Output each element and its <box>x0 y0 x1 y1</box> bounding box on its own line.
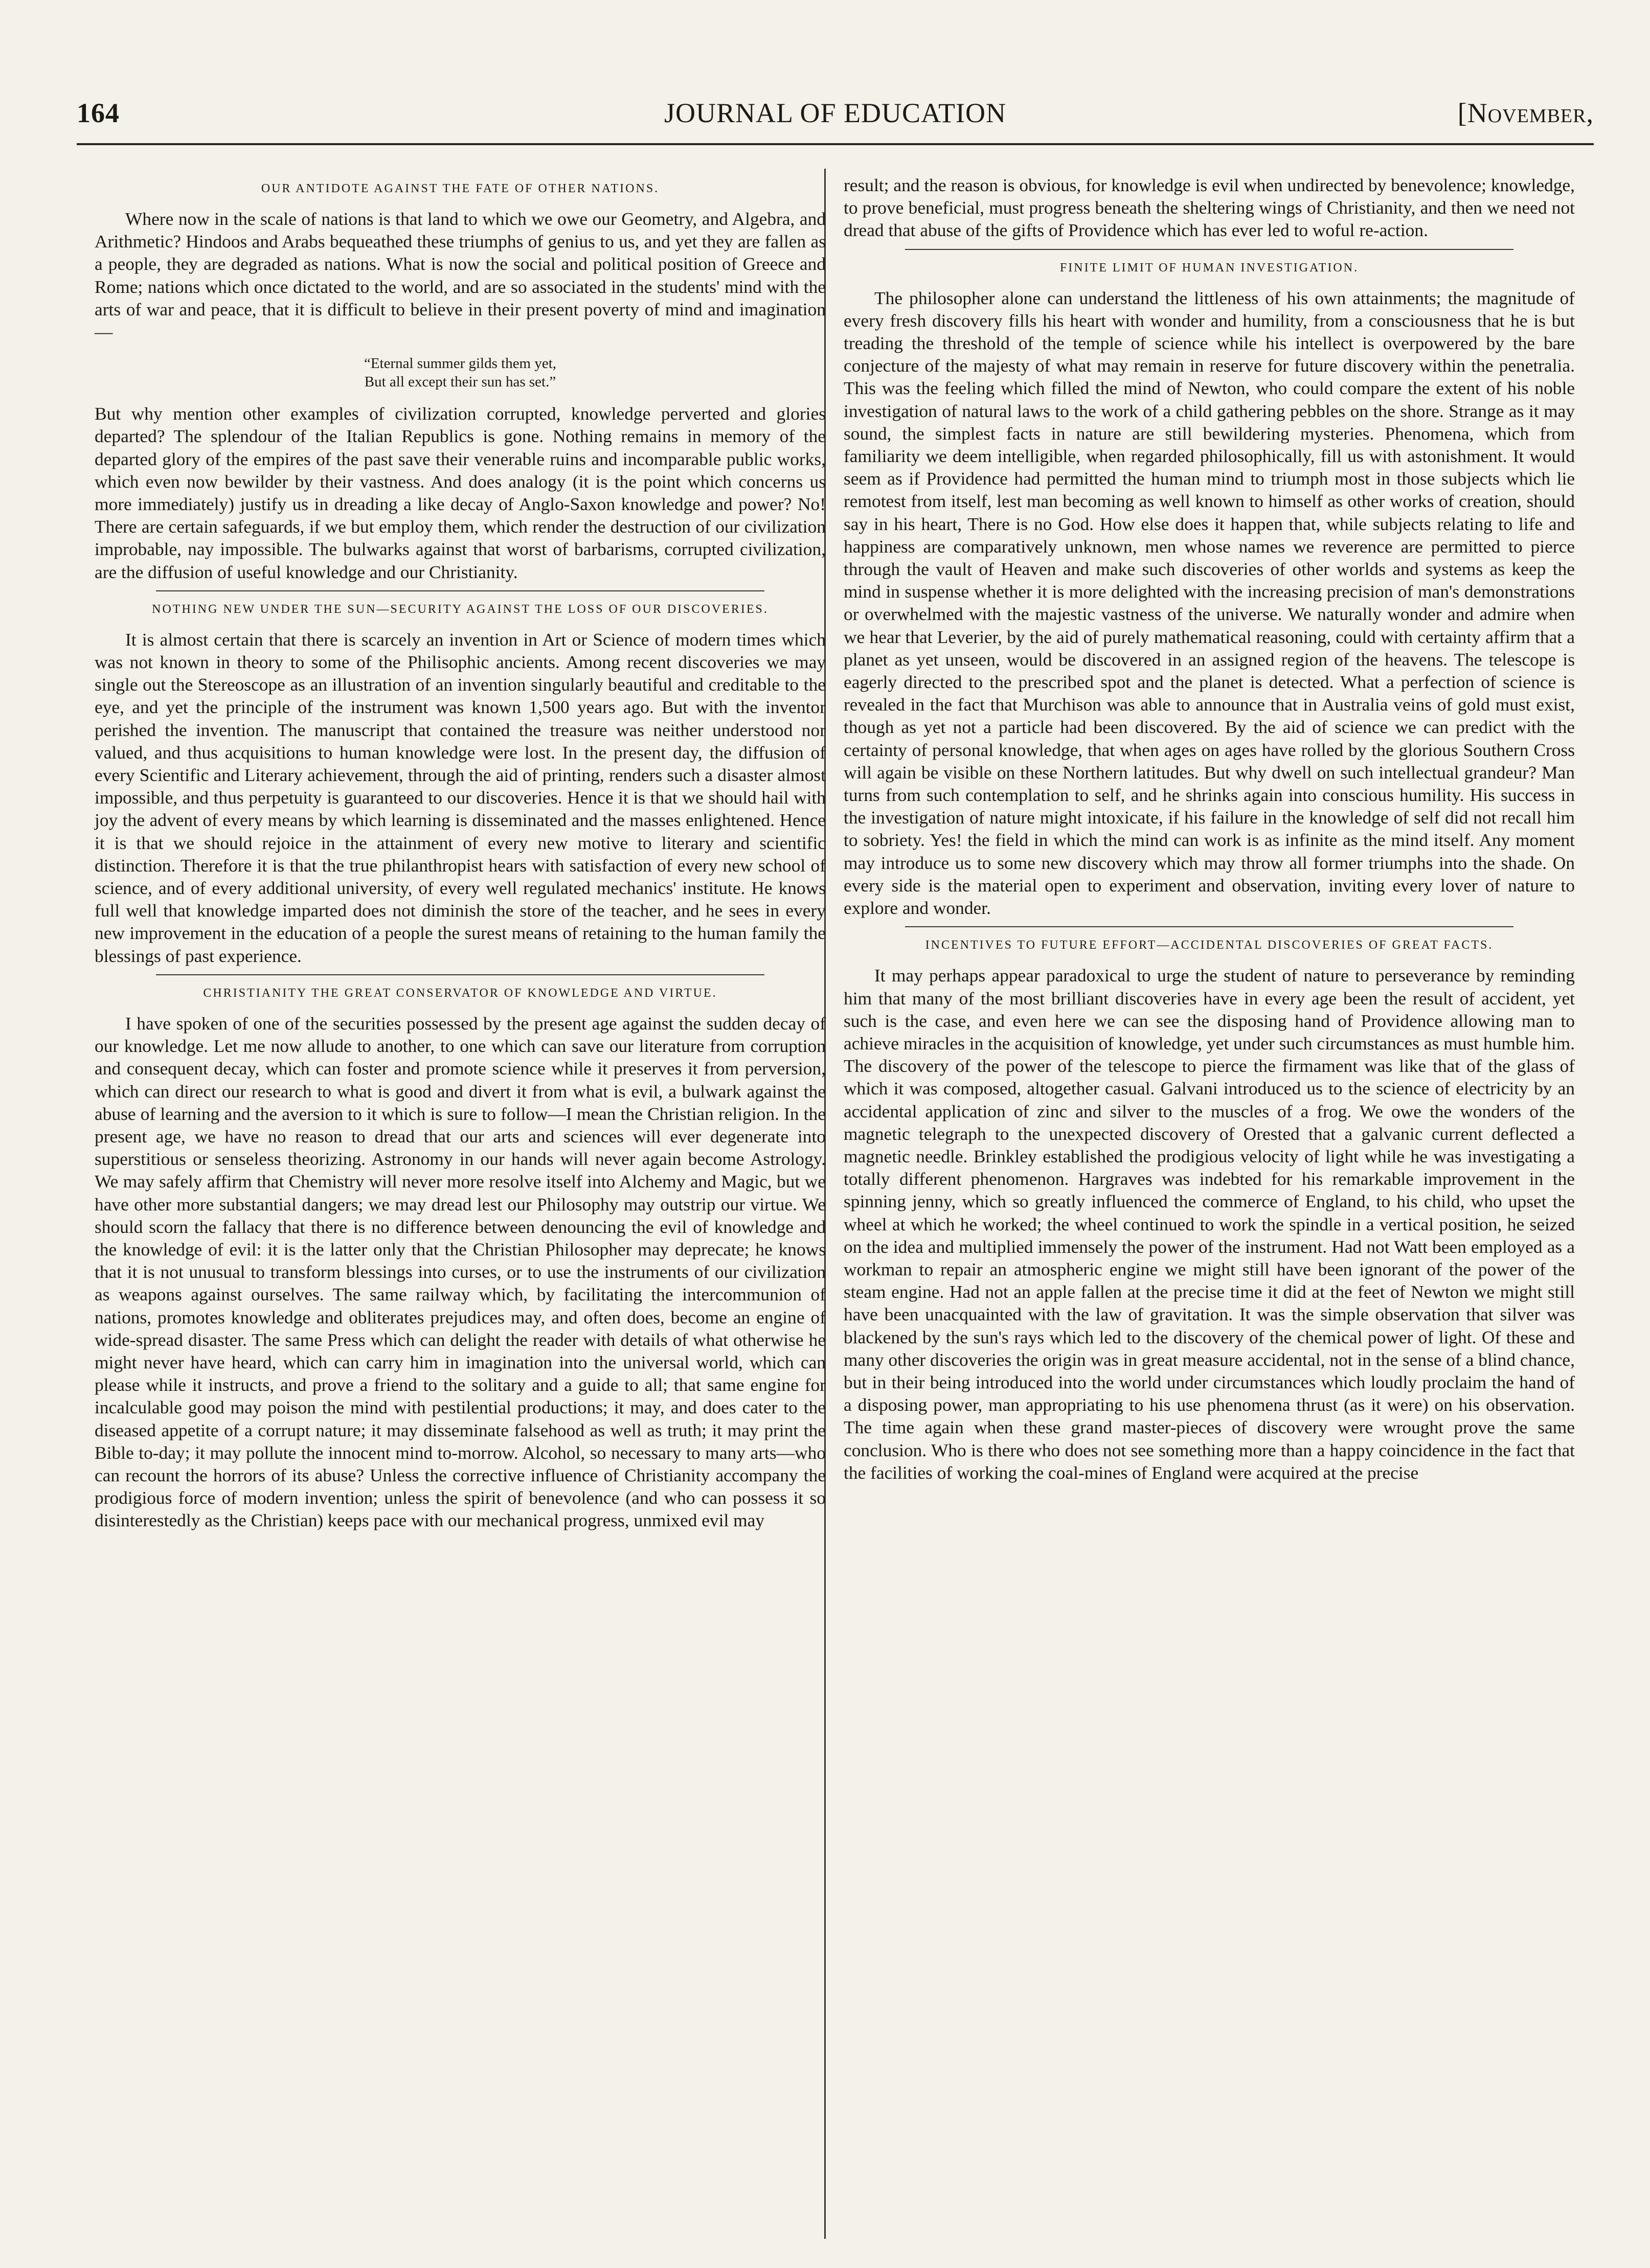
paragraph-antidote-1: Where now in the scale of nations is that land to which we owe our Geometry, and Algebra, and Arithmetic? Hindoos and Arabs bequeathed these triumphs of genius to us, and yet they are fallen as a people, they are degraded as nations. What is now the social and political position of Greece and Rome; nations which once dictated to the world, and are so associated in the students' mind with the arts of war and peace, that it is difficult to believe in their present poverty of mind and imagination— <box>95 209 826 342</box>
section-heading-finite-limit: FINITE LIMIT OF HUMAN INVESTIGATION. <box>1059 261 1359 274</box>
page-number: 164 <box>77 98 120 128</box>
running-head <box>77 97 1594 143</box>
section-divider <box>905 926 1513 927</box>
paragraph-antidote-2: But why mention other examples of civilization corrupted, knowledge perverted and glories departed? The splendour of the Italian Republics is gone. Nothing remains in memory of the departed glory of the empires of the past save their venerable ruins and incomparable public works, which even now bewilder by their vastness. And does analogy (it is the point which concerns us more immediately) justify us in dreading a like decay of Anglo-Saxon knowledge and power? No! There are certain safeguards, if we but employ them, which render the destruction of our civilization improbable, nay impossible. The bulwarks against that worst of barbarisms, corrupted civilization, are the diffusion of useful knowledge and our Christianity. <box>95 403 826 582</box>
section-heading-nothing-new: NOTHING NEW UNDER THE SUN—SECURITY AGAINST THE LOSS OF OUR DISCOVERIES. <box>152 602 769 616</box>
section-divider <box>156 590 764 591</box>
section-heading-christianity: CHRISTIANITY THE GREAT CONSERVATOR OF KNOWLEDGE AND VIRTUE. <box>203 986 717 1000</box>
right-column <box>844 174 1575 1484</box>
paragraph-finite-limit: The philosopher alone can understand the littleness of his own attainments; the magnitude of every fresh discovery fills his heart with wonder and humility, from a consciousness that he is but treading the threshold of the temple of science while his intellect is overpowered by the bare conjecture of the majesty of what may remain in reserve for future discovery within the penetralia. This was the feeling which filled the mind of Newton, who could compare the extent of his noble investigation of natural laws to the work of a child gathering pebbles on the shore. Strange as it may sound, the simplest facts in nature are still bewildering mysteries. Phenomena, which from familiarity we deem intelligible, when regarded philosophically, fill us with astonishment. It would seem as if Providence had permitted the human mind to triumph most in those subjects which lie remotest from itself, lest man becoming as well known to himself as other works of creation, should say in his heart, There is no God. How else does it happen that, while subjects relating to life and happiness are comparatively unknown, men whose names we reverence are permitted to pierce through the vault of Heaven and make such discoveries of other worlds and systems as keep the mind in suspense whether it is more delighted with the increasing precision of man's demonstrations or overwhelmed with the majestic vastness of the universe. We naturally wonder and admire when we hear that Leverier, by the aid of purely mathematical reasoning, could with certainty affirm that a planet as yet unseen, would be discovered in an assigned region of the heavens. The telescope is eagerly directed to the prescribed spot and the planet is detected. What a perfection of science is revealed in the fact that Murchison was able to announce that in Australia veins of gold must exist, though as yet not a particle had been discovered. By the aid of science we can predict with the certainty of personal knowledge, that when ages on ages have rolled by the glorious Southern Cross will again be visible on these Northern latitudes. But why dwell on such intellectual grandeur? Man turns from such contemplation to self, and he shrinks again into conscious humility. His success in the investigation of nature might intoxicate, if his failure in the knowledge of self did not recall him to sobriety. Yes! the field in which the mind can work is as infinite as the mind itself. Any moment may introduce us to some new discovery which may throw all former triumphs into the shade. On every side is the material open to experiment and observation, inviting every lover of nature to explore and wonder. <box>844 287 1575 919</box>
paragraph-incentives: It may perhaps appear paradoxical to urge the student of nature to perseverance by reminding him that many of the most brilliant discoveries have in every age been the result of accident, yet such is the case, and even here we can see the disposing hand of Providence allowing man to achieve miracles in the acquisition of knowledge, yet under such circumstances as must humble him. The discovery of the power of the telescope to pierce the firmament was like that of the glass of which it was composed, altogether casual. Galvani introduced us to the science of electricity by an accidental application of zinc and silver to the muscles of a frog. We owe the wonders of the magnetic telegraph to the unexpected discovery of Orested that a galvanic current deflected a magnetic needle. Brinkley established the prodigious velocity of light while he was investigating a totally different phenomenon. Hargraves was indebted for his remarkable improvement in the spinning jenny, which so greatly influenced the commerce of England, to his child, who upset the wheel at which he worked; the wheel continued to work the spindle in a vertical position, he seized on the idea and multiplied immensely the power of the instrument. Had not Watt been employed as a workman to repair an atmospheric engine we might still have been ignorant of the power of the steam engine. Had not an apple fallen at the precise time it did at the feet of Newton we might still have been unacquainted with the law of gravitation. It was the simple observation that silver was blackened by the sun's rays which led to the discovery of the chemical power of light. Of these and many other discoveries the origin was in great measure accidental, not in the sense of a blind chance, but in their being introduced into the world under circumstances which loudly proclaim the hand of a disposing power, man appropriating to his use phenomena thrust (as it were) on his observation. The time again when these grand master-pieces of discovery were wrought prove the same conclusion. Who is there who does not see something more than a happy coincidence in the fact that the facilities of working the coal-mines of England were acquired at the precise <box>844 965 1575 1483</box>
section-heading-antidote: OUR ANTIDOTE AGAINST THE FATE OF OTHER NATIONS. <box>261 182 660 195</box>
paragraph-nothing-new: It is almost certain that there is scarcely an invention in Art or Science of modern times which was not known in theory to some of the Philisophic ancients. Among recent discoveries we may single out the Stereoscope as an illustration of an invention singularly beautiful and creditable to the eye, and yet the principle of the instrument was known 1,500 years ago. But with the inventor perished the invention. The manuscript that contained the treasure was neither understood nor valued, and thus acquisitions to human knowledge were lost. In the present day, the diffusion of every Scientific and Literary achievement, through the aid of printing, renders such a disaster almost impossible, and thus perpetuity is guaranteed to our discoveries. Hence it is that we should hail with joy the advent of every means by which learning is disseminated and the masses enlightened. Hence it is that we should rejoice in the attainment of every new motive to literary and scientific distinction. Therefore it is that the true philanthropist hears with satisfaction of every new school of science, and of every additional university, of every well regulated mechanics' institute. He knows full well that knowledge imparted does not diminish the store of the teacher, and he sees in every new improvement in the education of a people the surest means of retaining to the human family the blessings of past experience. <box>95 629 826 966</box>
header-rule <box>77 143 1594 145</box>
paragraph-christianity: I have spoken of one of the securities possessed by the present age against the sudden decay of our knowledge. Let me now allude to another, to one which can save our literature from corruption and consequent decay, which can foster and promote science while it preserves it from perversion, which can direct our research to what is good and divert it from what is evil, a bulwark against the abuse of learning and the aversion to it which is sure to follow—I mean the Christian religion. In the present age, we have no reason to dread that our arts and sciences will ever degenerate into superstitious or senseless theorizing. Astronomy in our hands will never again become Astrology. We may safely affirm that Chemistry will never more resolve itself into Alchemy and Magic, but we have other more substantial dangers; we may dread lest our Philosophy may outstrip our virtue. We should scorn the fallacy that there is no difference between denouncing the evil of knowledge and the knowledge of evil: it is the latter only that the Christian Philosopher may deprecate; he knows that it is not unusual to transform blessings into curses, or to use the instruments of our civilization as weapons against ourselves. The same railway which, by facilitating the intercommunion of nations, promotes knowledge and obliterates prejudices may, and often does, become an engine of wide-spread disaster. The same Press which can delight the reader with details of what otherwise he might never have heard, which can carry him in imagination into the universal world, which can please while it instructs, and prove a friend to the solitary and a guide to all; that same engine for incalculable good may poison the mind with pestilential productions; it may, and does cater to the diseased appetite of a corrupt nature; it may disseminate falsehood as well as truth; it may print the Bible to-day; it may pollute the innocent mind to-morrow. Alcohol, so necessary to many arts—who can recount the horrors of its abuse? Unless the corrective influence of Christianity accompany the prodigious force of modern invention; unless the spirit of benevolence (and who can possess it so disinterestedly as the Christian) keeps pace with our mechanical progress, unmixed evil may <box>95 1013 826 1531</box>
section-divider <box>156 974 764 975</box>
verse-line-1: “Eternal summer gilds them yet, <box>364 355 557 372</box>
verse-quotation <box>95 354 826 391</box>
verse-line-2: But all except their sun has set.” <box>364 374 556 391</box>
section-divider <box>905 249 1513 250</box>
journal-title: JOURNAL OF EDUCATION <box>664 98 1006 128</box>
left-column <box>95 174 826 1532</box>
section-heading-incentives: INCENTIVES TO FUTURE EFFORT—ACCIDENTAL DISCOVERIES OF GREAT FACTS. <box>925 938 1494 952</box>
paragraph-continuation: result; and the reason is obvious, for knowledge is evil when undirected by benevolence; knowledge, to prove beneficial, must progress beneath the sheltering wings of Christianity, and then we need not dread that abuse of the gifts of Providence which has ever led to woful re-action. <box>844 175 1575 241</box>
issue-month: [November, <box>1457 98 1594 128</box>
